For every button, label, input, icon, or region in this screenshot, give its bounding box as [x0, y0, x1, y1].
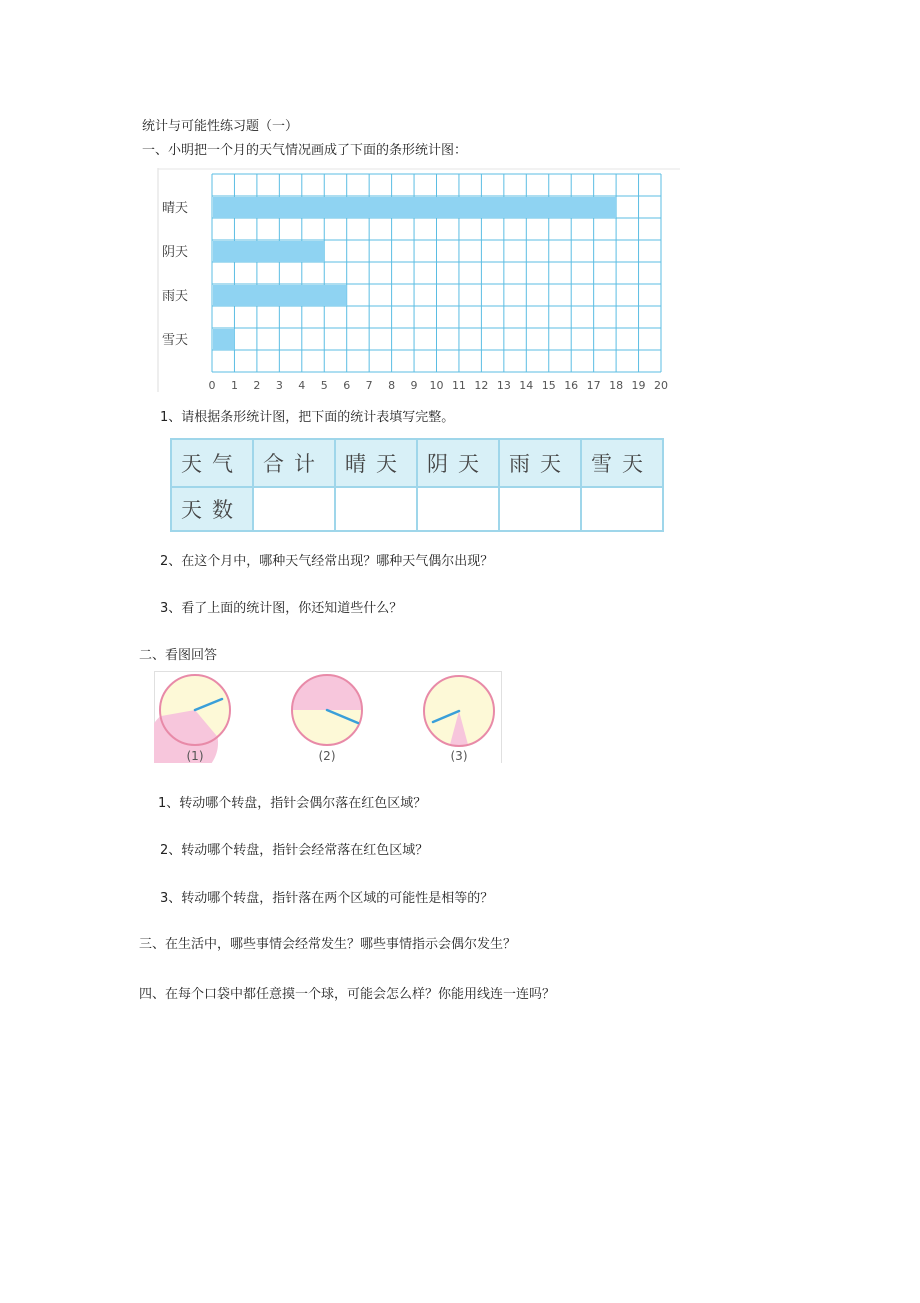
table-header-total: 合计 — [253, 439, 335, 487]
table-cell-rainy[interactable] — [499, 487, 581, 531]
table-header-weather: 天气 — [171, 439, 253, 487]
question-2-2: 2、转动哪个转盘，指针会经常落在红色区域？ — [160, 843, 429, 858]
section-2-heading: 二、看图回答 — [139, 648, 218, 663]
x-tick-label: 16 — [564, 379, 579, 392]
bar — [213, 197, 616, 218]
x-tick-label: 1 — [230, 379, 238, 392]
x-tick-label: 7 — [365, 379, 373, 392]
x-tick-label: 9 — [410, 379, 418, 392]
spinner-figures — [154, 671, 502, 763]
table-row-label-days: 天数 — [171, 487, 253, 531]
x-tick-label: 14 — [519, 379, 534, 392]
section-1-heading: 一、小明把一个月的天气情况画成了下面的条形统计图： — [142, 143, 468, 158]
x-tick-label: 19 — [631, 379, 646, 392]
spinner-3 — [424, 676, 494, 763]
table-cell-total[interactable] — [253, 487, 335, 531]
x-tick-label: 8 — [388, 379, 396, 392]
x-tick-label: 10 — [429, 379, 444, 392]
weather-bar-chart — [156, 168, 682, 392]
question-2-1: 1、转动哪个转盘，指针会偶尔落在红色区域？ — [158, 796, 427, 811]
category-label: 雨天 — [162, 289, 189, 304]
page-title: 统计与可能性练习题（一） — [142, 119, 299, 134]
table-cell-cloudy[interactable] — [417, 487, 499, 531]
table-header-cloudy: 阴天 — [417, 439, 499, 487]
x-tick-label: 18 — [609, 379, 624, 392]
bar — [213, 241, 324, 262]
table-cell-sunny[interactable] — [335, 487, 417, 531]
question-1-1: 1、请根据条形统计图，把下面的统计表填写完整。 — [160, 410, 455, 425]
x-tick-label: 6 — [343, 379, 351, 392]
spinner-label: (3) — [450, 749, 468, 763]
category-label: 雪天 — [162, 333, 189, 348]
question-1-2: 2、在这个月中，哪种天气经常出现？哪种天气偶尔出现？ — [160, 554, 494, 569]
section-3-heading: 三、在生活中，哪些事情会经常发生？哪些事情指示会偶尔发生？ — [139, 937, 517, 952]
table-header-snowy: 雪天 — [581, 439, 663, 487]
spinner-red-region — [292, 675, 362, 710]
table-header-sunny: 晴天 — [335, 439, 417, 487]
x-tick-label: 12 — [474, 379, 489, 392]
x-tick-label: 15 — [541, 379, 556, 392]
spinner-2 — [292, 675, 362, 763]
spinner-label: (1) — [186, 749, 204, 763]
spinner-1 — [154, 675, 230, 763]
bar — [213, 329, 234, 350]
question-2-3: 3、转动哪个转盘，指针落在两个区域的可能性是相等的？ — [160, 891, 494, 906]
x-tick-label: 3 — [275, 379, 283, 392]
x-tick-label: 11 — [451, 379, 466, 392]
bar — [213, 285, 347, 306]
x-tick-label: 17 — [586, 379, 601, 392]
table-header-rainy: 雨天 — [499, 439, 581, 487]
weather-stat-table — [170, 438, 664, 532]
question-1-3: 3、看了上面的统计图，你还知道些什么？ — [160, 601, 403, 616]
category-label: 阴天 — [162, 245, 189, 260]
section-4-heading: 四、在每个口袋中都任意摸一个球，可能会怎么样？你能用线连一连吗？ — [139, 987, 556, 1002]
category-label: 晴天 — [162, 201, 189, 216]
x-tick-label: 5 — [320, 379, 328, 392]
x-tick-label: 0 — [208, 379, 216, 392]
x-tick-label: 20 — [654, 379, 668, 392]
x-tick-label: 2 — [253, 379, 261, 392]
x-tick-label: 13 — [496, 379, 511, 392]
table-cell-snowy[interactable] — [581, 487, 663, 531]
spinner-label: (2) — [318, 749, 336, 763]
x-tick-label: 4 — [298, 379, 306, 392]
